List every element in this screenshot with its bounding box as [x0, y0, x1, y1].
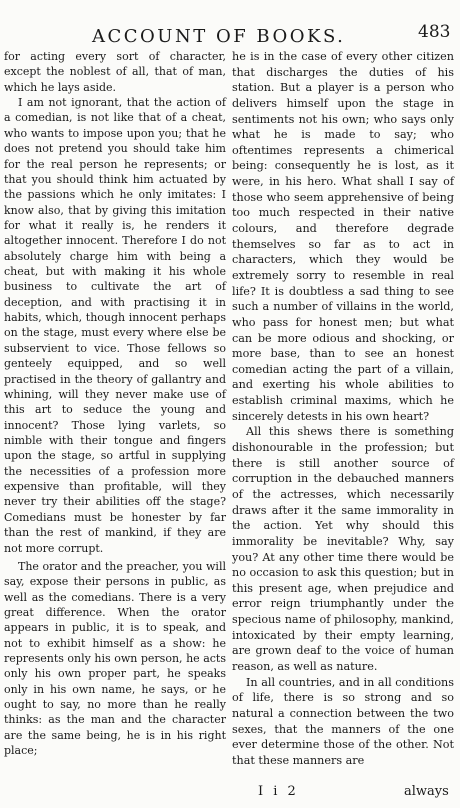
catchword: always: [404, 784, 449, 799]
right-column: [232, 49, 454, 768]
left-column: [4, 49, 226, 759]
signature-mark: I i 2: [258, 784, 299, 799]
page-footer: [0, 784, 460, 804]
page-number: 483: [418, 22, 451, 42]
running-head: [0, 22, 460, 48]
right-paragraph: In all countries, and in all conditions of life, there is so strong and so natural a connection between the two sexes, that the manners of the one ever determine those of the other. Not that these manners are: [232, 675, 454, 767]
left-paragraph: The orator and the preacher, you will say, expose their persons in public, as well as the comedians. There is a very great difference. When the orator appears in public, it is to speak, and not to exhibit himself as a show: he represents only his own person, he acts only his own proper part, he speaks only in his own name, he says, or he ought to say, no more than he really thinks: as the man and the character are the same being, he is in his right place;: [4, 559, 226, 758]
running-head-title: ACCOUNT OF BOOKS.: [92, 26, 346, 47]
left-paragraph-continued: for acting every sort of character, except the noblest of all, that of man, which he lays aside.: [4, 50, 226, 94]
right-paragraph: All this shews there is something dishonourable in the profession; but there is still another source of corruption in the debauched manners of the actresses, which necessarily draws after it the same immorality in the action. Yet why should this immorality be inevitable? Why, say you? At any other time there would be no occasion to ask this question; but in this present age, when prejudice and error reign triumphantly under the specious name of philosophy, mankind, intoxicated by their empty learning, are grown deaf to the voice of human reason, as well as nature.: [232, 425, 454, 673]
left-paragraph: I am not ignorant, that the action of a comedian, is not like that of a cheat, who wants to impose upon you; that he does not pretend you should take him for the real person he represents; or that you should think him actuated by the passions which he only imitates: I know also, that by giving this imitation for what it really is, he renders it altogether innocent. Therefore I do not absolutely charge him with being a cheat, but with making it his whole business to cultivate the art of deception, and with practising it in habits, which, though innocent perhaps on the stage, must every where else be subservient to vice. Those fellows so genteely equipped, and so well practised in the theory of gallantry and whining, will they never make use of this art to seduce the young and innocent? Those lying varlets, so nimble with their tongue and fingers upon the stage, so artful in supplying the necessities of a profession more expensive than profitable, will they never try their abilities off the stage? Comedians must be honester by far than the rest of mankind, if they are not more corrupt.: [4, 96, 226, 555]
right-paragraph-continued: he is in the case of every other citizen that discharges the duties of his station. But a player is a person who delivers himself upon the stage in sentiments not his own; who says only what he is made to say; who oftentimes represents a chimerical being: consequently he is lost, as it were, in his hero. What shall I say of those who seem apprehensive of being too much respected in their native colours, and therefore degrade themselves so far as to act in characters, which they would be extremely sorry to resemble in real life? It is doubtless a sad thing to see such a number of villains in the world, who pass for honest men; but what can be more odious and shocking, or more base, than to see an honest comedian acting the part of a villain, and exerting his whole abilities to establish criminal maxims, which he sincerely detests in his own heart?: [232, 50, 454, 423]
